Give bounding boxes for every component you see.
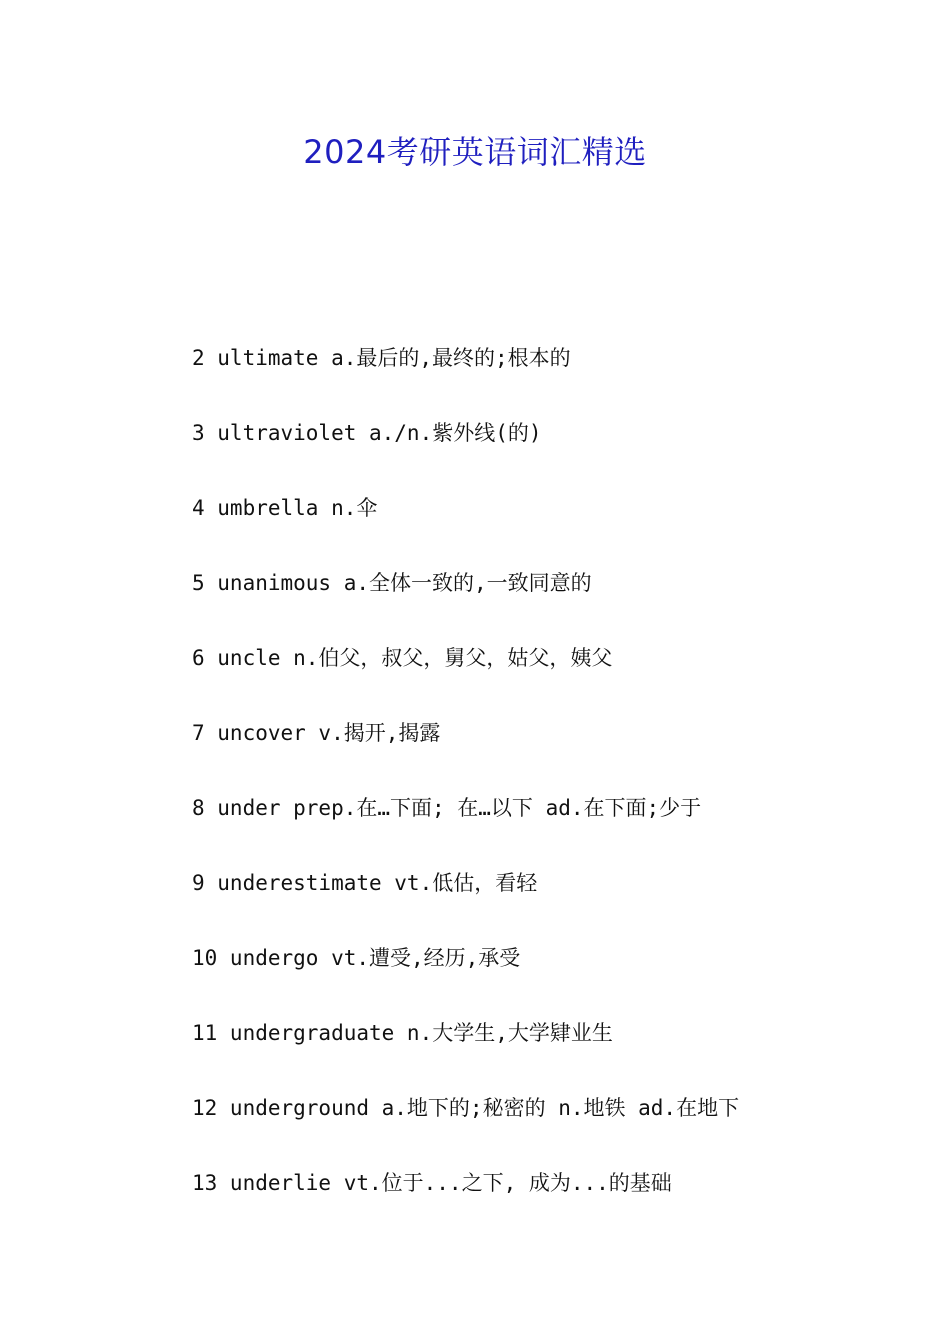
vocabulary-entry: 4 umbrella n.伞 <box>192 496 378 520</box>
vocabulary-entry: 2 ultimate a.最后的,最终的;根本的 <box>192 346 571 370</box>
vocabulary-entry: 6 uncle n.伯父，叔父，舅父，姑父，姨父 <box>192 646 613 670</box>
vocabulary-entry: 8 under prep.在…下面; 在…以下 ad.在下面;少于 <box>192 796 702 820</box>
vocabulary-entry: 10 undergo vt.遭受,经历,承受 <box>192 946 521 970</box>
document-title: 2024考研英语词汇精选 <box>303 133 647 171</box>
vocabulary-entry: 12 underground a.地下的;秘密的 n.地铁 ad.在地下 <box>192 1096 740 1120</box>
vocabulary-entry: 11 undergraduate n.大学生,大学肄业生 <box>192 1021 613 1045</box>
vocabulary-entry: 5 unanimous a.全体一致的,一致同意的 <box>192 571 592 595</box>
vocabulary-entry: 13 underlie vt.位于...之下, 成为...的基础 <box>192 1171 672 1195</box>
vocabulary-entry: 7 uncover v.揭开,揭露 <box>192 721 441 745</box>
vocabulary-list <box>192 340 892 1240</box>
vocabulary-entry: 9 underestimate vt.低估，看轻 <box>192 871 538 895</box>
vocabulary-entry: 3 ultraviolet a./n.紫外线(的) <box>192 421 542 445</box>
